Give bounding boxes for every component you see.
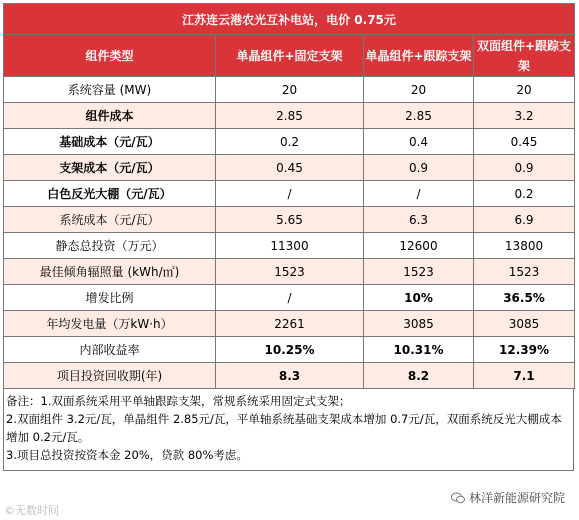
cell-value: 1523: [216, 259, 364, 285]
table-row: [4, 285, 575, 311]
cell-value: 0.4: [364, 129, 474, 155]
row-label: 系统成本（元/瓦）: [4, 207, 216, 233]
row-label: 系统容量 (MW): [4, 77, 216, 103]
table-row: [4, 129, 575, 155]
cell-value: 36.5%: [474, 285, 575, 311]
cell-value: 0.45: [474, 129, 575, 155]
note-line: 2.双面组件 3.2元/瓦，单晶组件 2.85元/瓦，平单轴系统基础支架成本增加 0.7元/瓦，双面系统反光大棚成本增加 0.2元/瓦。: [6, 412, 562, 444]
row-label: 年均发电量（万kW·h）: [4, 311, 216, 337]
wechat-icon: [451, 492, 465, 504]
row-label: 最佳倾角辐照量 (kWh/㎡): [4, 259, 216, 285]
table-row: [4, 259, 575, 285]
cell-value: 0.45: [216, 155, 364, 181]
header-mono-fixed: 单晶组件+固定支架: [216, 35, 364, 77]
cell-value: /: [216, 181, 364, 207]
row-label: 组件成本: [4, 103, 216, 129]
cell-value: 8.2: [364, 363, 474, 389]
cell-value: 8.3: [216, 363, 364, 389]
corner-watermark: ©无数时间: [4, 504, 59, 517]
cell-value: /: [216, 285, 364, 311]
cell-value: 2.85: [216, 103, 364, 129]
cell-value: 11300: [216, 233, 364, 259]
row-label: 增发比例: [4, 285, 216, 311]
cell-value: 0.9: [474, 155, 575, 181]
table-row: [4, 155, 575, 181]
table-row: [4, 233, 575, 259]
row-label: 项目投资回收期(年): [4, 363, 216, 389]
cell-value: 12.39%: [474, 337, 575, 363]
row-label: 静态总投资（万元）: [4, 233, 216, 259]
cell-value: 0.9: [364, 155, 474, 181]
table-row: [4, 181, 575, 207]
cell-value: 6.3: [364, 207, 474, 233]
header-bifacial-tracking: 双面组件+跟踪支架: [474, 35, 575, 77]
cell-value: 12600: [364, 233, 474, 259]
cost-comparison-table-container: [3, 3, 574, 471]
cell-value: 7.1: [474, 363, 575, 389]
row-label: 白色反光大棚（元/瓦）: [4, 181, 216, 207]
cell-value: 20: [216, 77, 364, 103]
note-line: 3.项目总投资按资本金 20%，贷款 80%考虑。: [6, 448, 248, 462]
table-title: 江苏连云港农光互补电站，电价 0.75元: [4, 4, 575, 35]
cell-value: 2261: [216, 311, 364, 337]
header-mono-tracking: 单晶组件+跟踪支架: [364, 35, 474, 77]
cell-value: /: [364, 181, 474, 207]
watermark-text: 林洋新能源研究院: [468, 491, 565, 505]
cell-value: 20: [474, 77, 575, 103]
table-row: [4, 363, 575, 389]
cell-value: 0.2: [474, 181, 575, 207]
cell-value: 13800: [474, 233, 575, 259]
table-row: [4, 311, 575, 337]
cell-value: 2.85: [364, 103, 474, 129]
cell-value: 6.9: [474, 207, 575, 233]
row-label: 内部收益率: [4, 337, 216, 363]
header-component-type: 组件类型: [4, 35, 216, 77]
table-row: [4, 337, 575, 363]
cell-value: 20: [364, 77, 474, 103]
cell-value: 5.65: [216, 207, 364, 233]
cell-value: 10.25%: [216, 337, 364, 363]
watermark: [451, 489, 565, 506]
cell-value: 10%: [364, 285, 474, 311]
table-row: [4, 207, 575, 233]
note-line: 备注：1.双面系统采用平单轴跟踪支架，常规系统采用固定式支架；: [6, 394, 351, 408]
cell-value: 0.2: [216, 129, 364, 155]
cell-value: 10.31%: [364, 337, 474, 363]
table-row: [4, 77, 575, 103]
cell-value: 1523: [364, 259, 474, 285]
cell-value: 1523: [474, 259, 575, 285]
row-label: 支架成本（元/瓦）: [4, 155, 216, 181]
cell-value: 3.2: [474, 103, 575, 129]
notes-section: [3, 389, 574, 471]
cell-value: 3085: [474, 311, 575, 337]
cost-comparison-table: [3, 3, 575, 389]
table-row: [4, 103, 575, 129]
cell-value: 3085: [364, 311, 474, 337]
row-label: 基础成本（元/瓦）: [4, 129, 216, 155]
